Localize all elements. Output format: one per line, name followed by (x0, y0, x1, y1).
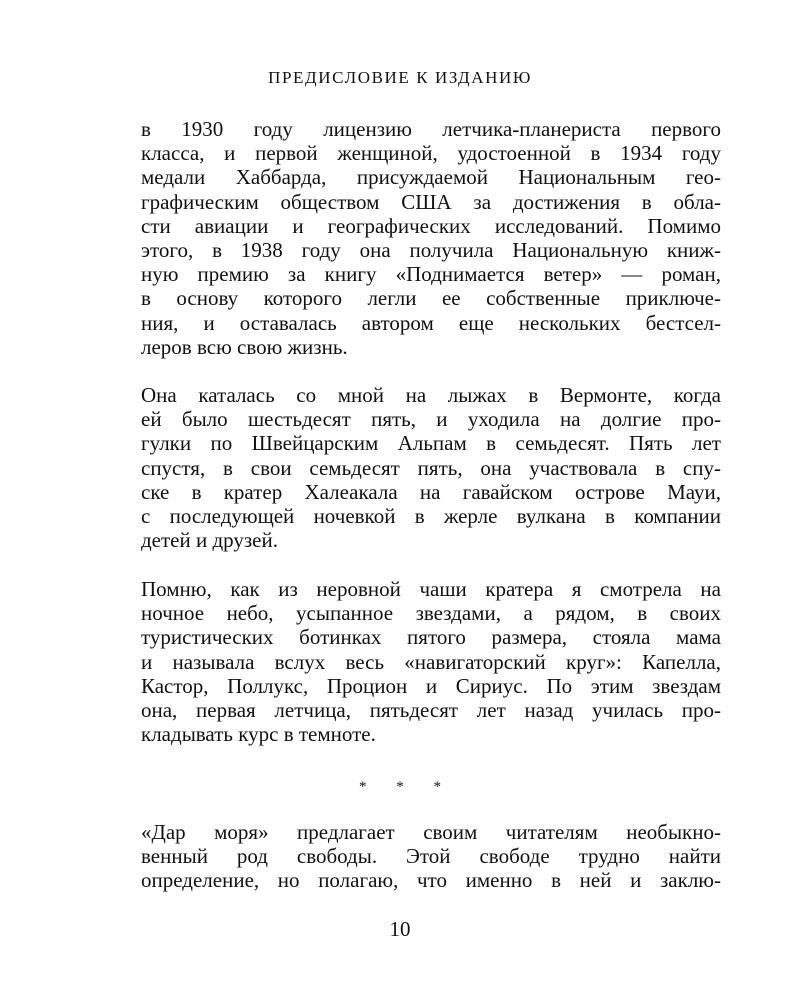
text-line: ную премию за книгу «Поднимается ветер» — роман, (141, 262, 721, 287)
text-line: гулки по Швейцарским Альпам в семьдесят. Пять лет (141, 431, 721, 456)
text-line: сти авиации и географических исследований. Помимо (141, 213, 721, 238)
text-line: ночное небо, усыпанное звездами, а рядом, в своих (141, 601, 721, 626)
text-line: и называла вслух весь «навигаторский круг»: Капелла, (141, 649, 721, 674)
paragraph-4 (141, 820, 721, 893)
text-line: Кастор, Поллукс, Процион и Сириус. По этим звездам (141, 673, 721, 698)
text-line: кладывать курс в темноте. (141, 722, 376, 747)
paragraph-1 (141, 117, 721, 359)
text-line: определение, но полагаю, что именно в ней и заклю- (141, 868, 721, 893)
text-line: Она каталась со мной на лыжах в Вермонте, когда (141, 383, 721, 407)
text-line: класса, и первой женщиной, удостоенной в 1934 году (141, 141, 721, 166)
text-line: Помню, как из неровной чаши кратера я смотрела на (141, 577, 721, 601)
text-line: медали Хаббарда, присуждаемой Национальным гео- (141, 165, 721, 190)
page-number: 10 (389, 917, 411, 941)
paragraph-3 (141, 577, 721, 746)
running-head: ПРЕДИСЛОВИЕ К ИЗДАНИЮ (268, 68, 532, 87)
text-line: туристических ботинках пятого размера, стояла мама (141, 625, 721, 650)
section-separator: * * * (359, 779, 454, 795)
text-line: в основу которого легли ее собственные приключе- (141, 286, 721, 311)
text-line: венный род свободы. Этой свободе трудно найти (141, 844, 721, 869)
text-line: ния, и оставалась автором еще нескольких бестсел- (141, 310, 721, 335)
text-line: спустя, в свои семьдесят пять, она участвовала в спу- (141, 455, 721, 480)
text-line: ей было шестьдесят пять, и уходила на долгие про- (141, 407, 721, 432)
text-line: леров всю свою жизнь. (141, 334, 348, 359)
text-line: графическим обществом США за достижения в обла- (141, 189, 721, 214)
paragraph-2 (141, 383, 721, 552)
text-line: в 1930 году лицензию летчика-планериста первого (141, 117, 721, 141)
text-line: она, первая летчица, пятьдесят лет назад училась про- (141, 697, 721, 722)
text-line: детей и друзей. (141, 528, 278, 553)
text-line: этого, в 1938 году она получила Национальную книж- (141, 237, 721, 262)
text-line: «Дар моря» предлагает своим читателям необыкно- (141, 820, 721, 844)
text-line: с последующей ночевкой в жерле вулкана в компании (141, 503, 721, 528)
text-line: ске в кратер Халеакала на гавайском острове Мауи, (141, 479, 721, 504)
